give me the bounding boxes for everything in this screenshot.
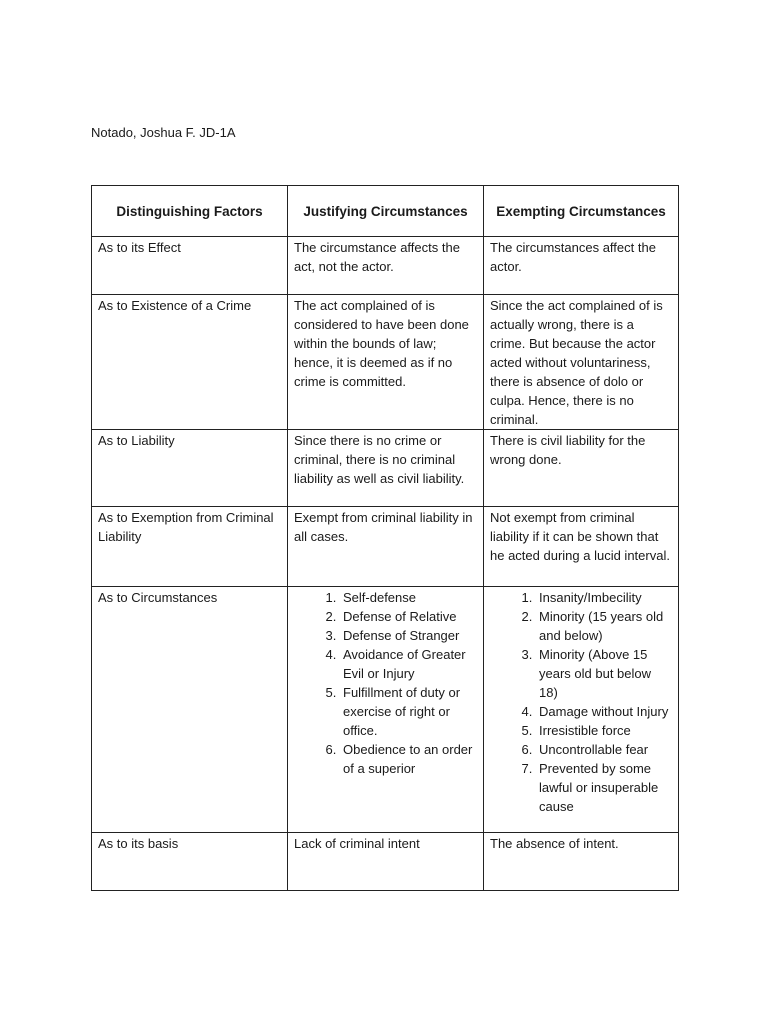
- list-item: 2. Minority (15 years old and below): [536, 607, 672, 645]
- factor-cell: As to Existence of a Crime: [92, 295, 288, 430]
- list-item: 7. Prevented by some lawful or insuperable cause: [536, 759, 672, 816]
- exempting-cell: Since the act complained of is actually wrong, there is a crime. But because the actor acted without voluntariness, there is absence of dolo or culpa. Hence, there is no criminal.: [484, 295, 679, 430]
- factor-cell: As to Circumstances: [92, 587, 288, 833]
- header-row: [92, 186, 679, 237]
- exempting-cell: [484, 587, 679, 833]
- table-row: [92, 587, 679, 833]
- factor-cell: As to its Effect: [92, 237, 288, 295]
- header-exempting-circumstances: Exempting Circumstances: [484, 186, 679, 237]
- justifying-cell: [288, 587, 484, 833]
- header-distinguishing-factors: Distinguishing Factors: [92, 186, 288, 237]
- list-item: 1. Self-defense: [340, 588, 477, 607]
- factor-cell: As to its basis: [92, 833, 288, 891]
- justifying-cell: The circumstance affects the act, not the actor.: [288, 237, 484, 295]
- justifying-cell: Exempt from criminal liability in all cases.: [288, 507, 484, 587]
- justifying-cell: The act complained of is considered to have been done within the bounds of law; hence, it is deemed as if no crime is committed.: [288, 295, 484, 430]
- list-item: 1. Insanity/Imbecility: [536, 588, 672, 607]
- author-line: Notado, Joshua F. JD-1A: [91, 125, 236, 140]
- justifying-cell: Since there is no crime or criminal, there is no criminal liability as well as civil liability.: [288, 430, 484, 507]
- list-item: 4. Avoidance of Greater Evil or Injury: [340, 645, 477, 683]
- table-row: [92, 430, 679, 507]
- list-item: 3. Defense of Stranger: [340, 626, 477, 645]
- exempting-cell: Not exempt from criminal liability if it can be shown that he acted during a lucid interval.: [484, 507, 679, 587]
- comparison-table: [91, 185, 679, 891]
- list-item: 6. Uncontrollable fear: [536, 740, 672, 759]
- list-item: 5. Fulfillment of duty or exercise of right or office.: [340, 683, 477, 740]
- exempting-cell: The absence of intent.: [484, 833, 679, 891]
- factor-cell: As to Liability: [92, 430, 288, 507]
- justifying-circumstances-list: [294, 588, 477, 778]
- exempting-cell: There is civil liability for the wrong done.: [484, 430, 679, 507]
- justifying-cell: Lack of criminal intent: [288, 833, 484, 891]
- table-row: [92, 833, 679, 891]
- list-item: 4. Damage without Injury: [536, 702, 672, 721]
- table-row: [92, 295, 679, 430]
- list-item: 5. Irresistible force: [536, 721, 672, 740]
- header-justifying-circumstances: Justifying Circumstances: [288, 186, 484, 237]
- list-item: 3. Minority (Above 15 years old but below 18): [536, 645, 672, 702]
- factor-cell: As to Exemption from Criminal Liability: [92, 507, 288, 587]
- list-item: 2. Defense of Relative: [340, 607, 477, 626]
- table-row: [92, 237, 679, 295]
- exempting-circumstances-list: [490, 588, 672, 816]
- table-row: [92, 507, 679, 587]
- list-item: 6. Obedience to an order of a superior: [340, 740, 477, 778]
- exempting-cell: The circumstances affect the actor.: [484, 237, 679, 295]
